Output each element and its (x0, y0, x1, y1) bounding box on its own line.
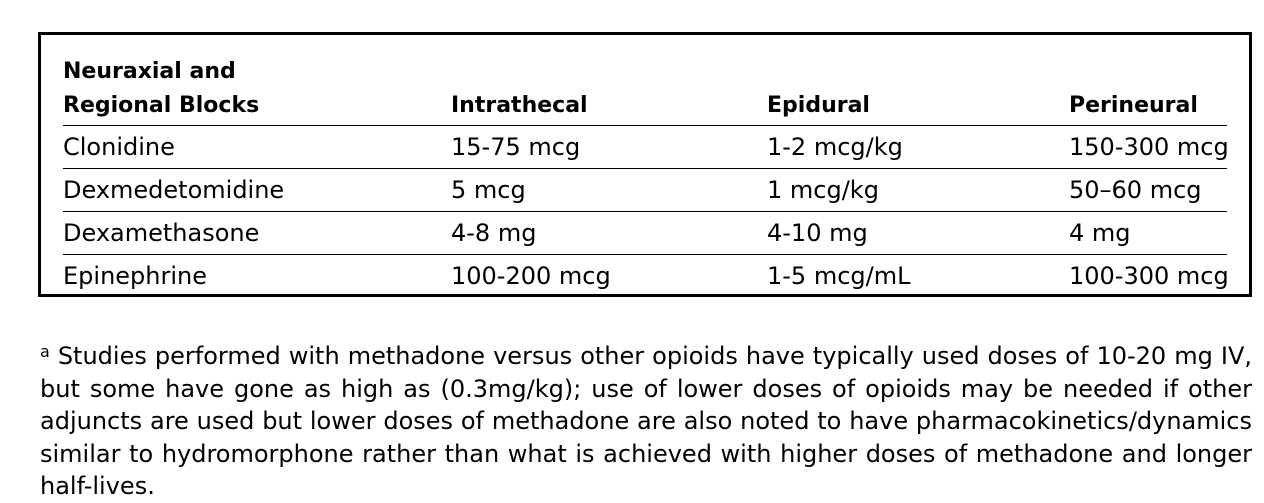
table-row (63, 126, 1227, 169)
table-row (63, 169, 1227, 212)
perineural-dose-cell: 50–60 mcg (1069, 169, 1227, 212)
drug-name-cell: Dexamethasone (63, 212, 451, 255)
drug-name-cell: Epinephrine (63, 262, 207, 290)
dosing-table (63, 55, 1227, 297)
epidural-dose-cell: 1-5 mcg/mL (767, 262, 911, 290)
intrathecal-dose-cell: 5 mcg (451, 169, 767, 212)
epidural-dose-cell: 1-2 mcg/kg (767, 126, 1069, 169)
epidural-dose-cell: 1 mcg/kg (767, 169, 1069, 212)
intrathecal-dose-cell: 15-75 mcg (451, 126, 767, 169)
footnote-text: Studies performed with methadone versus other opioids have typically used doses of 10-20 mg IV, but some have gone as high as (0.3mg/kg); use of lower doses of opioids may be needed if other adjuncts are used but lower doses of methadone are also noted to have pharmacokinetics/dynamics similar to hydromorphone rather than what is achieved with higher doses of methadone and longer half-lives. (40, 342, 1252, 500)
table-header-row (63, 55, 1227, 126)
intrathecal-dose-cell: 4-8 mg (451, 212, 767, 255)
intrathecal-dose-cell: 100-200 mcg (451, 262, 611, 290)
header-perineural: Perineural (1069, 55, 1227, 126)
epidural-dose-cell: 4-10 mg (767, 212, 1069, 255)
perineural-dose-cell: 100-300 mcg (1069, 262, 1229, 290)
perineural-dose-cell: 150-300 mcg (1069, 126, 1227, 169)
dosing-table-frame (38, 32, 1252, 297)
table-row (63, 212, 1227, 255)
header-intrathecal: Intrathecal (451, 55, 767, 126)
perineural-dose-cell: 4 mg (1069, 212, 1227, 255)
header-epidural: Epidural (767, 55, 1069, 126)
table-footnote (40, 340, 1252, 503)
header-neuraxial-regional-blocks: Neuraxial and Regional Blocks (63, 55, 451, 126)
table-row (63, 255, 1227, 298)
drug-name-cell: Clonidine (63, 126, 451, 169)
drug-name-cell: Dexmedetomidine (63, 169, 451, 212)
footnote-marker: a (40, 342, 50, 361)
